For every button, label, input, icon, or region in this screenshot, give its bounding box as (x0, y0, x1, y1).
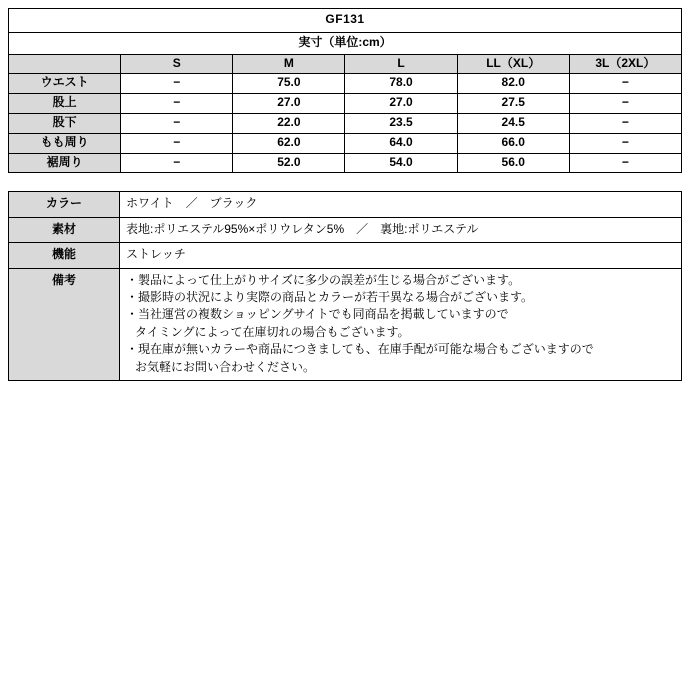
product-code-title: GF131 (9, 9, 682, 33)
column-header-ll: LL（XL） (457, 54, 569, 74)
note-line: ・撮影時の状況により実際の商品とカラーが若干異なる場合がございます。 (126, 289, 534, 304)
cell-rise-s: − (121, 94, 233, 114)
column-header-l: L (345, 54, 457, 74)
table-spacer (8, 173, 682, 191)
row-label-inseam: 股下 (9, 113, 121, 133)
table-header-row (9, 54, 682, 74)
cell-waist-l: 78.0 (345, 74, 457, 94)
row-label-hem: 裾周り (9, 153, 121, 173)
cell-rise-m: 27.0 (233, 94, 345, 114)
table-row (9, 268, 682, 380)
cell-waist-ll: 82.0 (457, 74, 569, 94)
cell-inseam-m: 22.0 (233, 113, 345, 133)
cell-thigh-s: − (121, 133, 233, 153)
table-subtitle-row (9, 32, 682, 54)
info-label-color: カラー (9, 192, 120, 217)
table-row (9, 133, 682, 153)
info-label-notes: 備考 (9, 268, 120, 380)
note-line: タイミングによって在庫切れの場合もございます。 (135, 324, 410, 339)
info-label-material: 素材 (9, 217, 120, 242)
table-row (9, 192, 682, 217)
cell-inseam-l: 23.5 (345, 113, 457, 133)
cell-thigh-3l: − (569, 133, 681, 153)
column-header-s: S (121, 54, 233, 74)
cell-waist-s: − (121, 74, 233, 94)
note-line: ・当社運営の複数ショッピングサイトでも同商品を掲載していますので (126, 307, 509, 322)
cell-hem-s: − (121, 153, 233, 173)
cell-waist-3l: − (569, 74, 681, 94)
column-header-blank (9, 54, 121, 74)
table-row (9, 243, 682, 268)
info-value-color: ホワイト ／ ブラック (120, 192, 682, 217)
measurement-unit-subtitle: 実寸（単位:cm） (9, 32, 682, 54)
cell-thigh-l: 64.0 (345, 133, 457, 153)
cell-hem-ll: 56.0 (457, 153, 569, 173)
info-table (8, 191, 682, 381)
cell-rise-3l: − (569, 94, 681, 114)
cell-inseam-3l: − (569, 113, 681, 133)
cell-inseam-ll: 24.5 (457, 113, 569, 133)
table-row (9, 94, 682, 114)
note-line: お気軽にお問い合わせください。 (135, 359, 316, 374)
table-row (9, 113, 682, 133)
info-value-notes (120, 268, 682, 380)
row-label-waist: ウエスト (9, 74, 121, 94)
table-title-row (9, 9, 682, 33)
table-row (9, 217, 682, 242)
cell-hem-l: 54.0 (345, 153, 457, 173)
cell-waist-m: 75.0 (233, 74, 345, 94)
note-line: ・製品によって仕上がりサイズに多少の誤差が生じる場合がございます。 (126, 272, 521, 287)
table-row (9, 153, 682, 173)
row-label-rise: 股上 (9, 94, 121, 114)
cell-inseam-s: − (121, 113, 233, 133)
cell-hem-3l: − (569, 153, 681, 173)
cell-rise-ll: 27.5 (457, 94, 569, 114)
column-header-m: M (233, 54, 345, 74)
cell-thigh-ll: 66.0 (457, 133, 569, 153)
column-header-3l: 3L（2XL） (569, 54, 681, 74)
table-row (9, 74, 682, 94)
info-value-material: 表地:ポリエステル95%×ポリウレタン5% ／ 裏地:ポリエステル (120, 217, 682, 242)
info-label-function: 機能 (9, 243, 120, 268)
cell-thigh-m: 62.0 (233, 133, 345, 153)
row-label-thigh: もも周り (9, 133, 121, 153)
note-line: ・現在庫が無いカラーや商品につきましても、在庫手配が可能な場合もございますので (126, 342, 594, 357)
size-table (8, 8, 682, 173)
cell-hem-m: 52.0 (233, 153, 345, 173)
info-value-function: ストレッチ (120, 243, 682, 268)
cell-rise-l: 27.0 (345, 94, 457, 114)
